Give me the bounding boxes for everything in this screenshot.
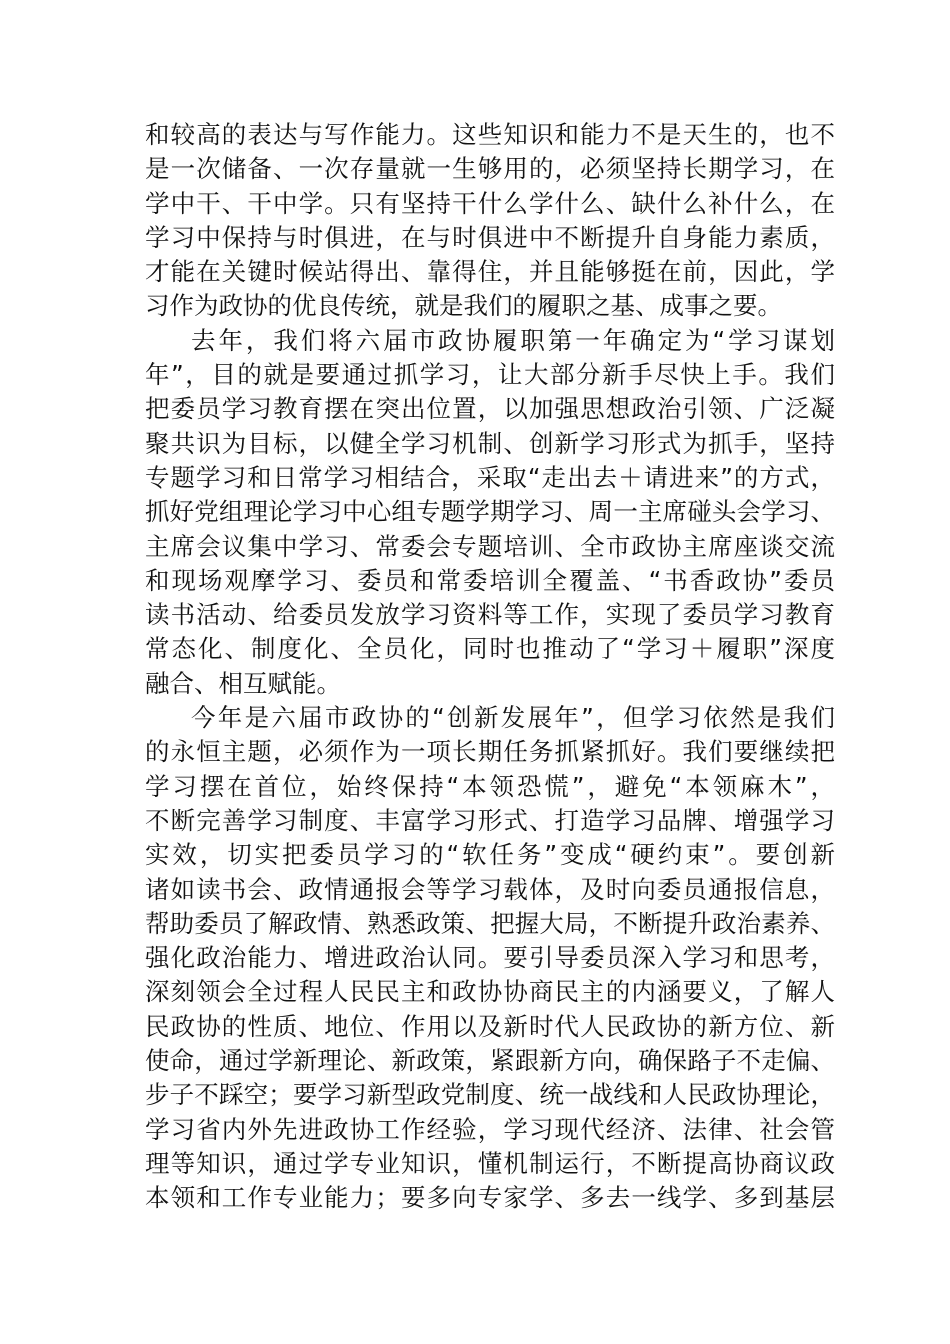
- text-line: 去年，我们将六届市政协履职第一年确定为“学习谋划: [191, 325, 835, 355]
- text-line: 实效，切实把委员学习的“软任务”变成“硬约束”。要创新: [145, 840, 835, 870]
- text-line: 学习中保持与时俱进，在与时俱进中不断提升自身能力素质，: [145, 222, 835, 252]
- text-line: 才能在关键时候站得出、靠得住，并且能够挺在前，因此，学: [145, 257, 835, 287]
- text-line: 使命，通过学新理论、新政策，紧跟新方向，确保路子不走偏、: [145, 1046, 835, 1076]
- text-line: 本领和工作专业能力；要多向专家学、多去一线学、多到基层: [145, 1183, 835, 1213]
- text-line: 诸如读书会、政情通报会等学习载体，及时向委员通报信息，: [145, 874, 835, 904]
- text-line: 民政协的性质、地位、作用以及新时代人民政协的新方位、新: [145, 1011, 835, 1041]
- text-line: 的永恒主题，必须作为一项长期任务抓紧抓好。我们要继续把: [145, 737, 835, 767]
- text-line: 年”，目的就是要通过抓学习，让大部分新手尽快上手。我们: [145, 360, 835, 390]
- text-line: 和较高的表达与写作能力。这些知识和能力不是天生的，也不: [145, 120, 835, 149]
- text-line: 专题学习和日常学习相结合，采取“走出去＋请进来”的方式，: [145, 462, 835, 492]
- text-line: 读书活动、给委员发放学习资料等工作，实现了委员学习教育: [145, 600, 835, 630]
- text-line: 学中干、干中学。只有坚持干什么学什么、缺什么补什么，在: [145, 188, 835, 218]
- text-line: 抓好党组理论学习中心组专题学期学习、周一主席碰头会学习、: [145, 497, 835, 527]
- text-line: 不断完善学习制度、丰富学习形式、打造学习品牌、增强学习: [145, 805, 835, 835]
- text-line: 理等知识，通过学专业知识，懂机制运行，不断提高协商议政: [145, 1148, 835, 1178]
- text-line: 聚共识为目标，以健全学习机制、创新学习形式为抓手，坚持: [145, 428, 835, 458]
- text-line: 学习省内外先进政协工作经验，学习现代经济、法律、社会管: [145, 1114, 835, 1144]
- text-line: 强化政治能力、增进政治认同。要引导委员深入学习和思考，: [145, 943, 835, 973]
- text-line: 步子不踩空；要学习新型政党制度、统一战线和人民政协理论，: [145, 1080, 835, 1110]
- text-line: 是一次储备、一次存量就一生够用的，必须坚持长期学习，在: [145, 154, 835, 184]
- text-line: 帮助委员了解政情、熟悉政策、把握大局，不断提升政治素养、: [145, 908, 835, 938]
- text-line: 习作为政协的优良传统，就是我们的履职之基、成事之要。: [145, 291, 782, 321]
- text-line: 和现场观摩学习、委员和常委培训全覆盖、“书香政协”委员: [145, 565, 835, 595]
- text-line: 今年是六届市政协的“创新发展年”，但学习依然是我们: [191, 703, 835, 733]
- text-line: 把委员学习教育摆在突出位置，以加强思想政治引领、广泛凝: [145, 394, 835, 424]
- text-line: 学习摆在首位，始终保持“本领恐慌”，避免“本领麻木”，: [145, 771, 835, 801]
- text-line: 深刻领会全过程人民民主和政协协商民主的内涵要义，了解人: [145, 977, 835, 1007]
- text-line: 常态化、制度化、全员化，同时也推动了“学习＋履职”深度: [145, 634, 835, 664]
- text-line: 主席会议集中学习、常委会专题培训、全市政协主席座谈交流: [145, 531, 835, 561]
- body-text: [145, 118, 835, 1216]
- text-line: 融合、相互赋能。: [145, 668, 341, 698]
